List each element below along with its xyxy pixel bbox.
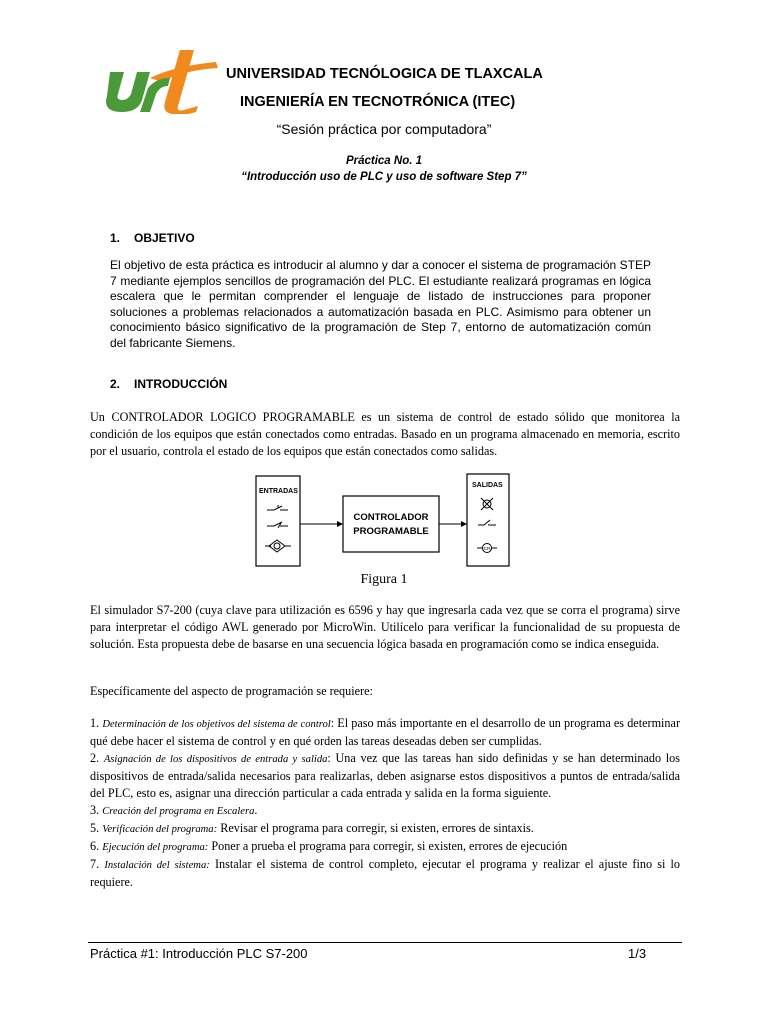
university-name: UNIVERSIDAD TECNÓLOGICA DE TLAXCALA xyxy=(226,66,543,82)
list-item xyxy=(90,856,680,891)
step-title: Determinación de los objetivos del sistema de control xyxy=(102,719,331,730)
simulator-paragraph: El simulador S7-200 (cuya clave para utilización es 6596 y hay que ingresarla cada vez que se corra el programa) sirve para interpretar el código AWL generado por MicroWin. Utilícelo para verificar la funcionalidad de su propuesta de solución. Esta propuesta debe de basarse en una secuencia lógica basada en programación como se indica enseguida. xyxy=(90,603,680,651)
introduction-number: 2. xyxy=(110,377,121,391)
step-text: : El paso más importante en el desarrollo de un programa es determinar qué debe hacer el sistema de control y en qué orden las tareas deseadas deben ser cumplidas. xyxy=(90,716,680,748)
footer-title: Práctica #1: Introducción PLC S7-200 xyxy=(90,946,308,961)
logo-text: UT xyxy=(104,48,106,49)
practice-number: Práctica No. 1 xyxy=(345,155,423,167)
list-item xyxy=(90,838,680,856)
requirements-intro: Específicamente del aspecto de programación se requiere: xyxy=(90,684,373,698)
logo-letter-t-stem xyxy=(164,50,198,114)
introduction-heading xyxy=(110,377,227,391)
step-text: Instalar el sistema de control completo, ejecutar el programa y realizar el ajuste fino si lo requiere. xyxy=(90,857,680,889)
list-item xyxy=(90,820,680,838)
inputs-label: ENTRADAS xyxy=(259,488,298,495)
step-number: 6. xyxy=(90,839,100,853)
list-item xyxy=(90,715,680,750)
outputs-label: SALIDAS xyxy=(472,482,503,489)
footer-divider xyxy=(88,942,682,943)
list-item xyxy=(90,750,680,802)
step-number: 1. xyxy=(90,716,100,730)
step-title: Verificación del programa: xyxy=(102,824,218,835)
objective-paragraph: El objetivo de esta práctica es introducir al alumno y dar a conocer el sistema de programación STEP 7 mediante ejemplos sencillos de programación del PLC. El estudiante realizará programas en lógica escalera que le permitan comprender el lenguaje de listado de instrucciones para proponer soluciones a problemas relacionados a automatización basada en PLC. Asimismo para obtener un conocimiento básico significativo de la programación de Step 7, entorno de automatización común del fabricante Siemens. xyxy=(110,258,651,350)
plc-block-diagram xyxy=(255,468,519,568)
introduction-heading-text: INTRODUCCIÓN xyxy=(134,377,228,391)
practice-title: “Introducción uso de PLC y uso de software Step 7” xyxy=(241,171,527,183)
objective-number: 1. xyxy=(110,231,121,245)
step-title: Ejecución del programa: xyxy=(102,842,209,853)
output-coil-label: CR xyxy=(483,546,491,551)
figure-caption: Figura 1 xyxy=(360,572,408,587)
step-number: 5. xyxy=(90,821,100,835)
step-number: 7. xyxy=(90,857,100,871)
step-title: Asignación de los dispositivos de entrada y salida xyxy=(103,754,328,765)
session-title: “Sesión práctica por computadora” xyxy=(276,121,492,137)
step-text: : Una vez que las tareas han sido definidas y se han determinado los dispositivos de entrada/salida necesarios para realizarlas, deben asignarse estos dispositivos a puntos de entrada/salida del PLC, esto es, asignar una dirección particular a cada entrada y salida en la forma siguiente. xyxy=(90,751,680,800)
university-logo xyxy=(104,48,222,114)
step-text: . xyxy=(254,803,258,817)
page-number: 1/3 xyxy=(628,946,647,961)
step-text: Revisar el programa para corregir, si existen, errores de sintaxis. xyxy=(217,821,534,835)
step-text: Poner a prueba el programa para corregir, si existen, errores de ejecución xyxy=(208,839,568,853)
career-name: INGENIERÍA EN TECNOTRÓNICA (ITEC) xyxy=(240,94,516,110)
objective-heading-text: OBJETIVO xyxy=(134,231,195,245)
step-title: Instalación del sistema: xyxy=(104,860,210,871)
step-title: Creación del programa en Escalera xyxy=(102,806,255,817)
input-arrow-head xyxy=(337,521,343,527)
introduction-paragraph: Un CONTROLADOR LOGICO PROGRAMABLE es un sistema de control de estado sólido que monitorea la condición de los equipos que están conectados como entradas. Basado en un programa almacenado en memoria, escrito por el usuario, controla el estado de los equipos que están conectados como salidas. xyxy=(90,410,680,458)
controller-label-line2: PROGRAMABLE xyxy=(353,526,429,537)
controller-box xyxy=(343,496,439,552)
requirements-steps xyxy=(90,715,680,891)
controller-label-line1: CONTROLADOR xyxy=(353,512,429,523)
objective-heading xyxy=(110,231,195,245)
step-number: 2. xyxy=(90,751,100,765)
output-arrow-head xyxy=(461,521,467,527)
list-item xyxy=(90,802,680,820)
step-number: 3. xyxy=(90,803,100,817)
